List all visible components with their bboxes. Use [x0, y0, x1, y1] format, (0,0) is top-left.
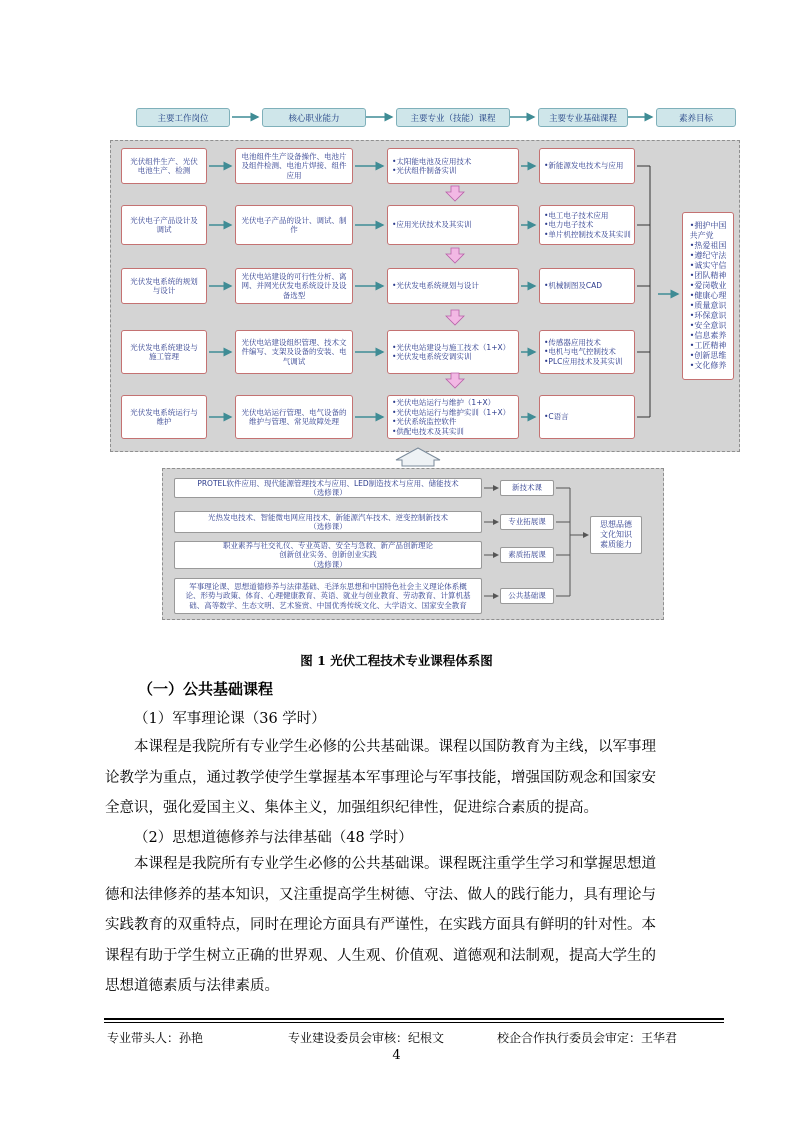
bottom-tag: 新技术课 [500, 480, 554, 496]
ability-line: 及组件检测、电池片焊接、组件 [241, 161, 347, 171]
ability-line: 光伏电站运行管理、电气设备的 [241, 407, 347, 417]
ability-line: 网、并网光伏发电系统设计及设 [241, 281, 347, 291]
bottom-course-box [174, 511, 482, 533]
ability-line: 应用 [286, 170, 302, 180]
literacy-item: 共产党 [689, 231, 714, 240]
literacy-item: •热爱祖国 [689, 241, 727, 250]
literacy-item: •团队精神 [689, 271, 727, 280]
row-1-courses-box [387, 148, 519, 184]
job-line: 光伏发电系统建设与 [130, 342, 198, 352]
footer-lead: 专业带头人：孙艳 [107, 1031, 204, 1045]
basics-line: •新能源发电技术与应用 [544, 161, 624, 171]
course1-title: （1）军事理论课（36 学时） [134, 711, 326, 727]
literacy-item: •健康心理 [689, 291, 727, 300]
row-2-courses-box [387, 205, 519, 245]
goal-item: 素质能力 [600, 540, 632, 549]
literacy-item: •质量意识 [689, 301, 727, 310]
job-line: 调试 [156, 225, 172, 234]
row-2-basics-box [539, 205, 635, 245]
row-3-courses-box [387, 268, 519, 304]
section-title: （一）公共基础课程 [138, 680, 274, 698]
row-4-ability-box [235, 330, 353, 374]
course1-line: 本课程是我院所有专业学生必修的公共基础课。课程以国防教育为主线，以军事理 [134, 739, 656, 755]
row-4-job-box [121, 330, 207, 374]
row-3-job-box [121, 268, 207, 304]
course2-line: 实践教育的双重特点，同时在理论方面具有严谨性，在实践方面具有鲜明的针对性。本 [105, 917, 656, 933]
row-1-basics-box [539, 148, 635, 184]
ability-line: 光伏电子产品的设计、调试、制 [241, 215, 347, 225]
ability-line: 光伏电站建设的可行性分析、离 [241, 271, 347, 281]
row-5-ability-box [235, 395, 353, 439]
ability-line: 气调试 [282, 356, 306, 366]
literacy-item: •工匠精神 [689, 341, 727, 350]
header-literacy: 素养目标 [656, 108, 736, 127]
row-2-ability-box [235, 205, 353, 245]
literacy-item: •爱岗敬业 [689, 281, 727, 290]
bottom-course-line: （选修课） [309, 522, 347, 531]
basics-line: •机械制图及CAD [544, 281, 603, 291]
header-jobs: 主要工作岗位 [136, 108, 230, 127]
job-line: 电池生产、检测 [137, 166, 191, 175]
page-number: 4 [392, 1048, 401, 1063]
goal-item: 思想品德 [600, 520, 632, 529]
footer-rule-thin [104, 1022, 724, 1023]
course1-line: 论教学为重点，通过教学使学生掌握基本军事理论与军事技能，增强国防观念和国家安 [105, 769, 656, 786]
course2-line: 本课程是我院所有专业学生必修的公共基础课。课程既注重学生学习和掌握思想道 [134, 856, 656, 872]
row-5-job-box [121, 395, 207, 439]
job-line: 光伏组件生产、光伏 [130, 156, 198, 166]
bottom-course-line: 创新创业实务、创新创业实践 [279, 550, 377, 560]
ability-line: 作 [290, 225, 298, 234]
row-3-basics-box [539, 268, 635, 304]
courses-line: •光伏发电系统安调实训 [392, 352, 472, 361]
row-1-job-box [121, 148, 207, 184]
bottom-course-box [174, 541, 482, 569]
job-line: 光伏电子产品设计及 [130, 215, 198, 225]
row-1-ability-box [235, 148, 353, 184]
course1-body [105, 732, 695, 824]
header-abilities: 核心职业能力 [262, 108, 366, 127]
footer-approve: 校企合作执行委员会审定：王华君 [497, 1031, 678, 1045]
bottom-tag: 专业拓展课 [500, 514, 554, 530]
row-5-courses-box [387, 395, 519, 439]
ability-line: 维护与管理、常见故障处理 [249, 417, 339, 426]
course1-line: 全意识，强化爱国主义、集体主义，加强组织纪律性，促进综合素质的提高。 [105, 800, 598, 816]
job-line: 施工管理 [149, 352, 179, 361]
job-line: 与设计 [152, 286, 176, 295]
goal-item: 文化知识 [600, 530, 632, 539]
bottom-course-line: 军事理论课、思想道德修养与法律基础、毛泽东思想和中国特色社会主义理论体系概 [189, 581, 467, 591]
row-4-basics-box [539, 330, 635, 374]
literacy-item: •诚实守信 [689, 261, 727, 270]
literacy-box [682, 212, 734, 380]
literacy-item: •创新思维 [689, 351, 727, 360]
courses-line: •应用光伏技术及其实训 [392, 220, 472, 230]
literacy-item: •遵纪守法 [689, 251, 727, 260]
row-5-basics-box [539, 395, 635, 439]
job-line: 光伏发电系统的规划 [130, 276, 198, 286]
header-basics: 主要专业基础课程 [538, 108, 628, 127]
ability-line: 件编写、支架及设备的安装、电 [241, 347, 347, 357]
row-4-courses-box [387, 330, 519, 374]
basics-line: •传感器应用技术 [544, 337, 601, 347]
footer-review: 专业建设委员会审核：纪根文 [288, 1031, 445, 1045]
figure-caption: 图 1 光伏工程技术专业课程体系图 [300, 653, 493, 668]
literacy-item: •拥护中国 [689, 221, 727, 230]
bottom-course-line: （选修课） [309, 488, 347, 497]
bottom-course-line: PROTEL软件应用、现代能源管理技术与应用、LED制造技术与应用、储能技术 [197, 478, 459, 488]
course2-line: 思想道德素质与法律素质。 [105, 978, 279, 994]
job-line: 维护 [156, 417, 172, 426]
courses-line: •光伏电站运行与维护实训（1+X） [392, 407, 511, 417]
basics-line: •C语言 [544, 412, 569, 422]
courses-line: •光伏系统监控软件 [392, 417, 457, 426]
header-courses: 主要专业（技能）课程 [396, 108, 510, 127]
job-line: 光伏发电系统运行与 [130, 407, 198, 417]
literacy-item: •信息素养 [689, 331, 727, 340]
ability-line: 电池组件生产设备操作、电池片 [241, 151, 347, 161]
goal-list [600, 520, 632, 550]
bottom-course-line: 职业素养与社交礼仪、专业英语、安全与急救、新产品创新理论 [223, 540, 433, 550]
literacy-list [690, 221, 727, 371]
basics-line: •电工电子技术应用 [544, 210, 609, 220]
courses-line: •光伏组件制备实训 [392, 166, 457, 175]
goal-box [590, 516, 642, 554]
course2-title: （2）思想道德修养与法律基础（48 学时） [134, 830, 413, 846]
literacy-item: •安全意识 [689, 321, 727, 330]
ability-line: 光伏电站建设组织管理、技术文 [241, 337, 347, 347]
course2-line: 德和法律修养的基本知识，又注重提高学生树德、守法、做人的践行能力，具有理论与 [105, 886, 656, 903]
row-3-ability-box [235, 268, 353, 304]
bottom-course-line: 础、高等数学、生态文明、艺术鉴赏、中国优秀传统文化、大学语文、国家安全教育 [189, 600, 467, 610]
row-2-job-box [121, 205, 207, 245]
basics-line: •单片机控制技术及其实训 [544, 229, 631, 239]
bottom-tag: 公共基础课 [500, 588, 554, 604]
literacy-item: •环保意识 [689, 311, 727, 320]
bottom-tag: 素质拓展课 [500, 547, 554, 563]
footer-rule-thick [104, 1018, 724, 1020]
courses-line: •光伏电站运行与维护（1+X） [392, 398, 496, 407]
course2-body [105, 849, 695, 1002]
ability-line: 备选型 [282, 290, 306, 300]
courses-line: •光伏发电系统规划与设计 [392, 281, 479, 291]
courses-line: •供配电技术及其实训 [392, 426, 464, 436]
basics-line: •电力电子技术 [544, 220, 594, 230]
basics-line: •PLC应用技术及其实训 [544, 356, 623, 366]
basics-line: •电机与电气控制技术 [544, 347, 616, 357]
bottom-course-line: （选修课） [309, 559, 347, 569]
bottom-course-line: 论、形势与政策、体育、心理健康教育、英语、就业与创业教育、劳动教育、计算机基 [185, 591, 471, 601]
bottom-course-line: 光热发电技术、智能微电网应用技术、新能源汽车技术、逆变控制新技术 [208, 512, 448, 522]
bottom-course-box [174, 478, 482, 498]
course2-line: 课程有助于学生树立正确的世界观、人生观、价值观、道德观和法制观，提高大学生的 [105, 947, 656, 964]
bottom-course-box [174, 578, 482, 614]
courses-line: •太阳能电池及应用技术 [392, 156, 472, 166]
literacy-item: •文化修养 [689, 361, 727, 370]
courses-line: •光伏电站建设与施工技术（1+X） [392, 342, 511, 352]
